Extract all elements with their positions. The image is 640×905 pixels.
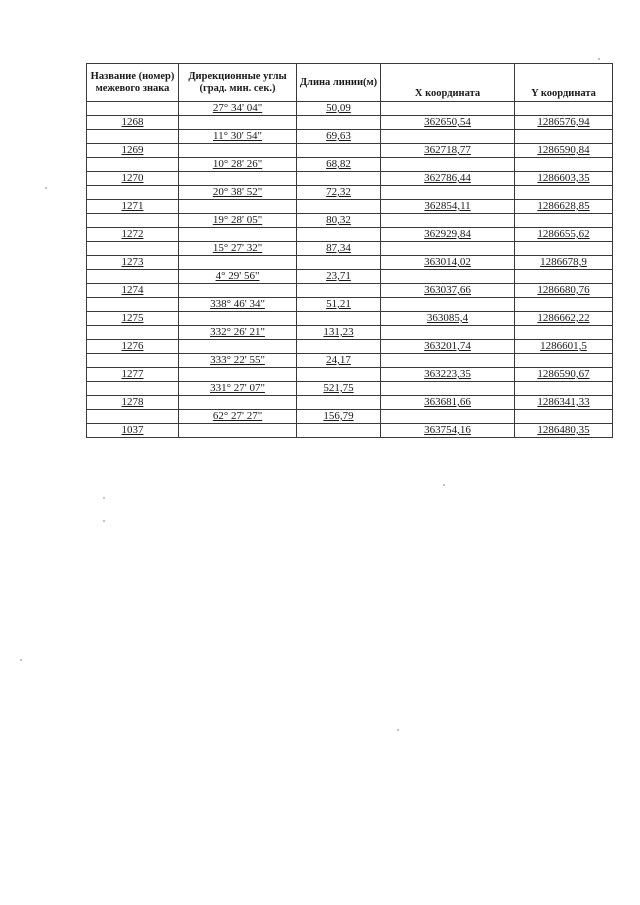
line-length-text: 23,71 xyxy=(326,270,351,282)
direction-angle-cell xyxy=(179,382,297,396)
table-row xyxy=(87,368,613,382)
scan-speck xyxy=(20,659,22,661)
direction-angle-cell xyxy=(179,144,297,158)
marker-name-cell xyxy=(87,284,179,298)
line-length-text: 24,17 xyxy=(326,354,351,366)
y-coordinate-text: 1286576,94 xyxy=(537,116,590,128)
x-coordinate-cell xyxy=(381,424,515,438)
marker-name-cell xyxy=(87,298,179,312)
direction-angle-cell xyxy=(179,326,297,340)
y-coordinate-cell xyxy=(515,382,613,396)
table-row xyxy=(87,298,613,312)
marker-name-cell xyxy=(87,130,179,144)
line-length-text: 68,82 xyxy=(326,158,351,170)
table-row xyxy=(87,256,613,270)
marker-name-cell xyxy=(87,186,179,200)
line-length-cell xyxy=(297,284,381,298)
x-coordinate-cell xyxy=(381,270,515,284)
line-length-cell xyxy=(297,242,381,256)
marker-name-cell xyxy=(87,102,179,116)
marker-name-text: 1268 xyxy=(121,116,144,128)
table-row xyxy=(87,102,613,116)
line-length-cell xyxy=(297,410,381,424)
scan-speck xyxy=(397,729,399,731)
line-length-cell xyxy=(297,186,381,200)
line-length-text: 51,21 xyxy=(326,298,351,310)
direction-angle-text: 331° 27' 07" xyxy=(210,382,265,394)
line-length-cell xyxy=(297,424,381,438)
x-coordinate-text: 363223,35 xyxy=(424,368,471,380)
table-row xyxy=(87,116,613,130)
x-coordinate-cell xyxy=(381,186,515,200)
y-coordinate-cell xyxy=(515,298,613,312)
y-coordinate-cell xyxy=(515,340,613,354)
scan-speck xyxy=(103,520,105,522)
direction-angle-cell xyxy=(179,340,297,354)
x-coordinate-text: 362786,44 xyxy=(424,172,471,184)
x-coordinate-cell xyxy=(381,326,515,340)
y-coordinate-text: 1286341,33 xyxy=(537,396,590,408)
table-row xyxy=(87,382,613,396)
line-length-cell xyxy=(297,382,381,396)
marker-name-cell xyxy=(87,214,179,228)
line-length-cell xyxy=(297,158,381,172)
y-coordinate-cell xyxy=(515,158,613,172)
line-length-cell xyxy=(297,326,381,340)
direction-angle-cell xyxy=(179,116,297,130)
x-coordinate-text: 363037,66 xyxy=(424,284,471,296)
line-length-cell xyxy=(297,200,381,214)
direction-angle-text: 62° 27' 27" xyxy=(212,410,263,422)
table-row xyxy=(87,228,613,242)
direction-angle-cell xyxy=(179,298,297,312)
marker-name-cell xyxy=(87,228,179,242)
direction-angle-cell xyxy=(179,354,297,368)
table-row xyxy=(87,396,613,410)
direction-angle-cell xyxy=(179,242,297,256)
line-length-text: 156,79 xyxy=(323,410,354,422)
marker-name-cell xyxy=(87,116,179,130)
y-coordinate-cell xyxy=(515,144,613,158)
direction-angle-cell xyxy=(179,158,297,172)
marker-name-cell xyxy=(87,270,179,284)
marker-name-text: 1274 xyxy=(121,284,144,296)
line-length-cell xyxy=(297,144,381,158)
direction-angle-cell xyxy=(179,256,297,270)
direction-angle-cell xyxy=(179,186,297,200)
direction-angle-text: 338° 46' 34" xyxy=(210,298,265,310)
line-length-cell xyxy=(297,340,381,354)
x-coordinate-cell xyxy=(381,102,515,116)
header-y-coordinate: Y координата xyxy=(515,64,613,102)
x-coordinate-text: 362650,54 xyxy=(424,116,471,128)
marker-name-cell xyxy=(87,144,179,158)
x-coordinate-text: 362718,77 xyxy=(424,144,471,156)
marker-name-text: 1269 xyxy=(121,144,144,156)
y-coordinate-text: 1286590,67 xyxy=(537,368,590,380)
y-coordinate-cell xyxy=(515,102,613,116)
direction-angle-text: 11° 30' 54" xyxy=(213,130,262,142)
table-row xyxy=(87,242,613,256)
table-row xyxy=(87,326,613,340)
marker-name-text: 1275 xyxy=(121,312,144,324)
line-length-cell xyxy=(297,172,381,186)
y-coordinate-text: 1286678,9 xyxy=(540,256,587,268)
direction-angle-cell xyxy=(179,410,297,424)
line-length-cell xyxy=(297,312,381,326)
direction-angle-cell xyxy=(179,172,297,186)
x-coordinate-cell xyxy=(381,256,515,270)
marker-name-text: 1037 xyxy=(121,424,144,436)
x-coordinate-text: 363201,74 xyxy=(424,340,471,352)
table-row xyxy=(87,424,613,438)
y-coordinate-cell xyxy=(515,368,613,382)
table-row xyxy=(87,186,613,200)
y-coordinate-cell xyxy=(515,396,613,410)
line-length-text: 80,32 xyxy=(326,214,351,226)
header-line-length: Длина линии(м) xyxy=(297,64,381,102)
y-coordinate-text: 1286480,35 xyxy=(537,424,590,436)
table-row xyxy=(87,172,613,186)
marker-name-cell xyxy=(87,256,179,270)
x-coordinate-cell xyxy=(381,172,515,186)
y-coordinate-cell xyxy=(515,312,613,326)
y-coordinate-cell xyxy=(515,256,613,270)
y-coordinate-cell xyxy=(515,326,613,340)
y-coordinate-text: 1286590,84 xyxy=(537,144,590,156)
table-row xyxy=(87,214,613,228)
marker-name-cell xyxy=(87,396,179,410)
header-x-coordinate: X координата xyxy=(381,64,515,102)
direction-angle-cell xyxy=(179,200,297,214)
x-coordinate-cell xyxy=(381,200,515,214)
marker-name-cell xyxy=(87,354,179,368)
x-coordinate-cell xyxy=(381,242,515,256)
x-coordinate-cell xyxy=(381,298,515,312)
y-coordinate-text: 1286662,22 xyxy=(537,312,590,324)
y-coordinate-cell xyxy=(515,116,613,130)
y-coordinate-cell xyxy=(515,410,613,424)
x-coordinate-text: 362854,11 xyxy=(424,200,471,212)
direction-angle-cell xyxy=(179,312,297,326)
y-coordinate-text: 1286628,85 xyxy=(537,200,590,212)
marker-name-cell xyxy=(87,172,179,186)
scan-speck xyxy=(45,187,47,189)
y-coordinate-text: 1286603,35 xyxy=(537,172,590,184)
y-coordinate-text: 1286680,76 xyxy=(537,284,590,296)
scan-speck xyxy=(443,484,445,486)
line-length-cell xyxy=(297,396,381,410)
line-length-text: 69,63 xyxy=(326,130,351,142)
header-direction-angle: Дирекционные углы (град. мин. сек.) xyxy=(179,64,297,102)
table-row xyxy=(87,410,613,424)
line-length-cell xyxy=(297,214,381,228)
x-coordinate-text: 363085,4 xyxy=(426,312,469,324)
y-coordinate-cell xyxy=(515,228,613,242)
x-coordinate-cell xyxy=(381,130,515,144)
marker-name-cell xyxy=(87,368,179,382)
line-length-cell xyxy=(297,270,381,284)
y-coordinate-cell xyxy=(515,186,613,200)
table-row xyxy=(87,200,613,214)
table-row xyxy=(87,354,613,368)
line-length-cell xyxy=(297,116,381,130)
direction-angle-text: 10° 28' 26" xyxy=(212,158,263,170)
y-coordinate-cell xyxy=(515,172,613,186)
y-coordinate-cell xyxy=(515,242,613,256)
table-row xyxy=(87,158,613,172)
x-coordinate-cell xyxy=(381,116,515,130)
scan-speck xyxy=(598,58,600,60)
x-coordinate-cell xyxy=(381,340,515,354)
table-row xyxy=(87,270,613,284)
marker-name-text: 1276 xyxy=(121,340,144,352)
direction-angle-cell xyxy=(179,368,297,382)
marker-name-cell xyxy=(87,424,179,438)
marker-name-cell xyxy=(87,382,179,396)
marker-name-cell xyxy=(87,158,179,172)
x-coordinate-cell xyxy=(381,368,515,382)
line-length-cell xyxy=(297,298,381,312)
line-length-text: 521,75 xyxy=(323,382,354,394)
y-coordinate-cell xyxy=(515,284,613,298)
y-coordinate-cell xyxy=(515,270,613,284)
x-coordinate-text: 362929,84 xyxy=(424,228,471,240)
direction-angle-text: 27° 34' 04" xyxy=(212,102,263,114)
line-length-cell xyxy=(297,354,381,368)
x-coordinate-cell xyxy=(381,228,515,242)
y-coordinate-cell xyxy=(515,130,613,144)
direction-angle-text: 4° 29' 56" xyxy=(215,270,260,282)
direction-angle-text: 332° 26' 21" xyxy=(210,326,265,338)
y-coordinate-cell xyxy=(515,424,613,438)
line-length-cell xyxy=(297,130,381,144)
line-length-cell xyxy=(297,368,381,382)
marker-name-text: 1273 xyxy=(121,256,144,268)
table-row xyxy=(87,144,613,158)
x-coordinate-cell xyxy=(381,354,515,368)
table-row xyxy=(87,130,613,144)
direction-angle-cell xyxy=(179,130,297,144)
marker-name-cell xyxy=(87,242,179,256)
line-length-text: 131,23 xyxy=(323,326,354,338)
line-length-text: 87,34 xyxy=(326,242,351,254)
direction-angle-text: 20° 38' 52" xyxy=(212,186,263,198)
marker-name-text: 1272 xyxy=(121,228,144,240)
y-coordinate-cell xyxy=(515,354,613,368)
marker-name-text: 1271 xyxy=(121,200,144,212)
x-coordinate-cell xyxy=(381,158,515,172)
direction-angle-text: 333° 22' 55" xyxy=(210,354,265,366)
y-coordinate-text: 1286601,5 xyxy=(540,340,587,352)
x-coordinate-text: 363014,02 xyxy=(424,256,471,268)
line-length-cell xyxy=(297,256,381,270)
x-coordinate-text: 363681,66 xyxy=(424,396,471,408)
table-row xyxy=(87,312,613,326)
header-marker-name: Название (номер) межевого знака xyxy=(87,64,179,102)
table-row xyxy=(87,284,613,298)
table-row xyxy=(87,340,613,354)
line-length-cell xyxy=(297,102,381,116)
y-coordinate-cell xyxy=(515,200,613,214)
x-coordinate-cell xyxy=(381,144,515,158)
marker-name-text: 1270 xyxy=(121,172,144,184)
y-coordinate-text: 1286655,62 xyxy=(537,228,590,240)
x-coordinate-cell xyxy=(381,410,515,424)
x-coordinate-cell xyxy=(381,284,515,298)
direction-angle-cell xyxy=(179,270,297,284)
x-coordinate-cell xyxy=(381,214,515,228)
direction-angle-cell xyxy=(179,102,297,116)
x-coordinate-cell xyxy=(381,396,515,410)
marker-name-cell xyxy=(87,410,179,424)
direction-angle-cell xyxy=(179,284,297,298)
table-body xyxy=(87,102,613,438)
x-coordinate-text: 363754,16 xyxy=(424,424,471,436)
line-length-text: 72,32 xyxy=(326,186,351,198)
marker-name-cell xyxy=(87,200,179,214)
direction-angle-cell xyxy=(179,228,297,242)
marker-name-text: 1277 xyxy=(121,368,144,380)
marker-name-cell xyxy=(87,340,179,354)
direction-angle-cell xyxy=(179,396,297,410)
direction-angle-text: 19° 28' 05" xyxy=(212,214,263,226)
x-coordinate-cell xyxy=(381,382,515,396)
direction-angle-text: 15° 27' 32" xyxy=(212,242,263,254)
direction-angle-cell xyxy=(179,214,297,228)
marker-name-cell xyxy=(87,326,179,340)
boundary-coordinates-table xyxy=(86,63,613,438)
direction-angle-cell xyxy=(179,424,297,438)
x-coordinate-cell xyxy=(381,312,515,326)
line-length-cell xyxy=(297,228,381,242)
scan-speck xyxy=(103,497,105,499)
y-coordinate-cell xyxy=(515,214,613,228)
marker-name-cell xyxy=(87,312,179,326)
marker-name-text: 1278 xyxy=(121,396,144,408)
line-length-text: 50,09 xyxy=(326,102,351,114)
